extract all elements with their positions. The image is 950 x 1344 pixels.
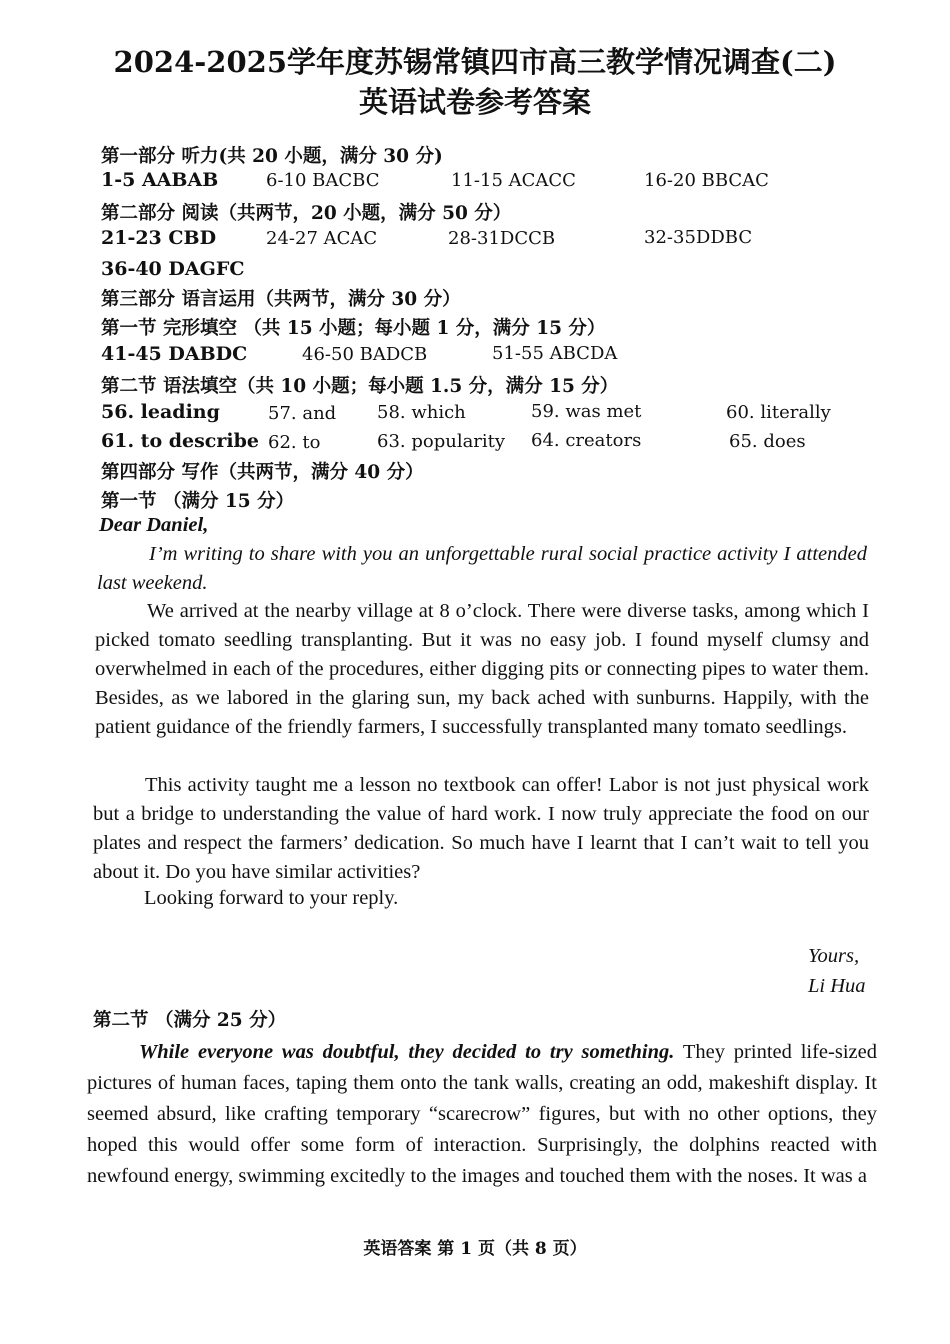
part3-sec2-heading: 第二节 语法填空（共 10 小题；每小题 1.5 分，满分 15 分） [101, 376, 619, 397]
answer-group: 16-20 BBCAC [644, 170, 769, 191]
grammar-answer: 63. popularity [377, 431, 506, 452]
part3-heading: 第三部分 语言运用（共两节，满分 30 分） [101, 289, 461, 310]
part1-heading: 第一部分 听力(共 20 小题，满分 30 分) [101, 146, 443, 167]
letter-sign-off: Yours, [808, 945, 860, 967]
part4-sec1-heading: 第一节 （满分 15 分） [101, 491, 295, 512]
continuation-body: They printed life-sized pictures of human faces, taping them onto the tank walls, creating an odd, makeshift display. It seemed absurd, like crafting temporary “scarecrow” figures, but with no other options, they hoped this would offer some form of interaction. Surprisingly, the dolphins reacted with newfound energy, swimming excitedly to the images and touched them with the noses. It was a [87, 1041, 877, 1187]
page-subtitle: 英语试卷参考答案 [358, 85, 591, 119]
letter-signature: Li Hua [808, 975, 866, 997]
letter-salutation: Dear Daniel, [99, 514, 209, 536]
answer-group: 46-50 BADCB [302, 344, 428, 365]
answer-group: 28-31DCCB [448, 228, 556, 249]
answer-group: 41-45 DABDC [101, 343, 248, 365]
letter-opening: I’m writing to share with you an unforgettable rural social practice activity I attended last weekend. [97, 543, 867, 594]
answer-group: 11-15 ACACC [451, 170, 576, 191]
grammar-answer: 62. to [268, 432, 321, 453]
answer-group: 32-35DDBC [644, 227, 753, 248]
part4-heading: 第四部分 写作（共两节，满分 40 分） [101, 462, 424, 483]
grammar-answer: 60. literally [726, 402, 831, 423]
grammar-answer: 56. leading [101, 401, 220, 423]
answer-group: 24-27 ACAC [266, 228, 378, 249]
page-footer: 英语答案 第 1 页（共 8 页） [363, 1239, 587, 1259]
letter-body-paragraph: We arrived at the nearby village at 8 o’clock. There were diverse tasks, among which I picked tomato seedling transplanting. But it was no easy job. I found myself clumsy and overwhelmed in each of the procedures, either digging pits or connecting pipes to water them. Besides, as we labored in the glaring sun, my back ached with sunburns. Happily, with the patient guidance of the friendly farmers, I successfully transplanted many tomato seedlings. [95, 600, 869, 738]
answer-group: 21-23 CBD [101, 227, 217, 249]
part2-heading: 第二部分 阅读（共两节，20 小题，满分 50 分） [101, 203, 512, 224]
grammar-answer: 59. was met [531, 401, 642, 422]
grammar-answer: 61. to describe [101, 430, 259, 452]
grammar-answer: 64. creators [531, 430, 642, 451]
answer-group: 36-40 DAGFC [101, 258, 245, 280]
continuation-lead-sentence: While everyone was doubtful, they decided to try something. [139, 1041, 675, 1063]
grammar-answer: 57. and [268, 403, 337, 424]
part3-sec1-heading: 第一节 完形填空 （共 15 小题；每小题 1 分，满分 15 分） [101, 318, 606, 339]
page-title: 2024-2025学年度苏锡常镇四市高三教学情况调查(二) [113, 45, 837, 79]
answer-group: 6-10 BACBC [266, 170, 380, 191]
answer-group: 1-5 AABAB [101, 169, 219, 191]
part4-sec2-heading: 第二节 （满分 25 分） [93, 1010, 287, 1031]
grammar-answer: 65. does [729, 431, 806, 452]
letter-body-paragraph: This activity taught me a lesson no textbook can offer! Labor is not just physical work but a bridge to understanding the value of hard work. I now truly appreciate the food on our plates and respect the farmers’ dedication. So much have I learnt that I can’t wait to tell you about it. Do you have similar activities? [93, 774, 869, 883]
grammar-answer: 58. which [377, 402, 466, 423]
continuation-writing-paragraph [87, 1037, 877, 1192]
letter-closing: Looking forward to your reply. [144, 887, 399, 909]
answer-group: 51-55 ABCDA [492, 343, 618, 364]
